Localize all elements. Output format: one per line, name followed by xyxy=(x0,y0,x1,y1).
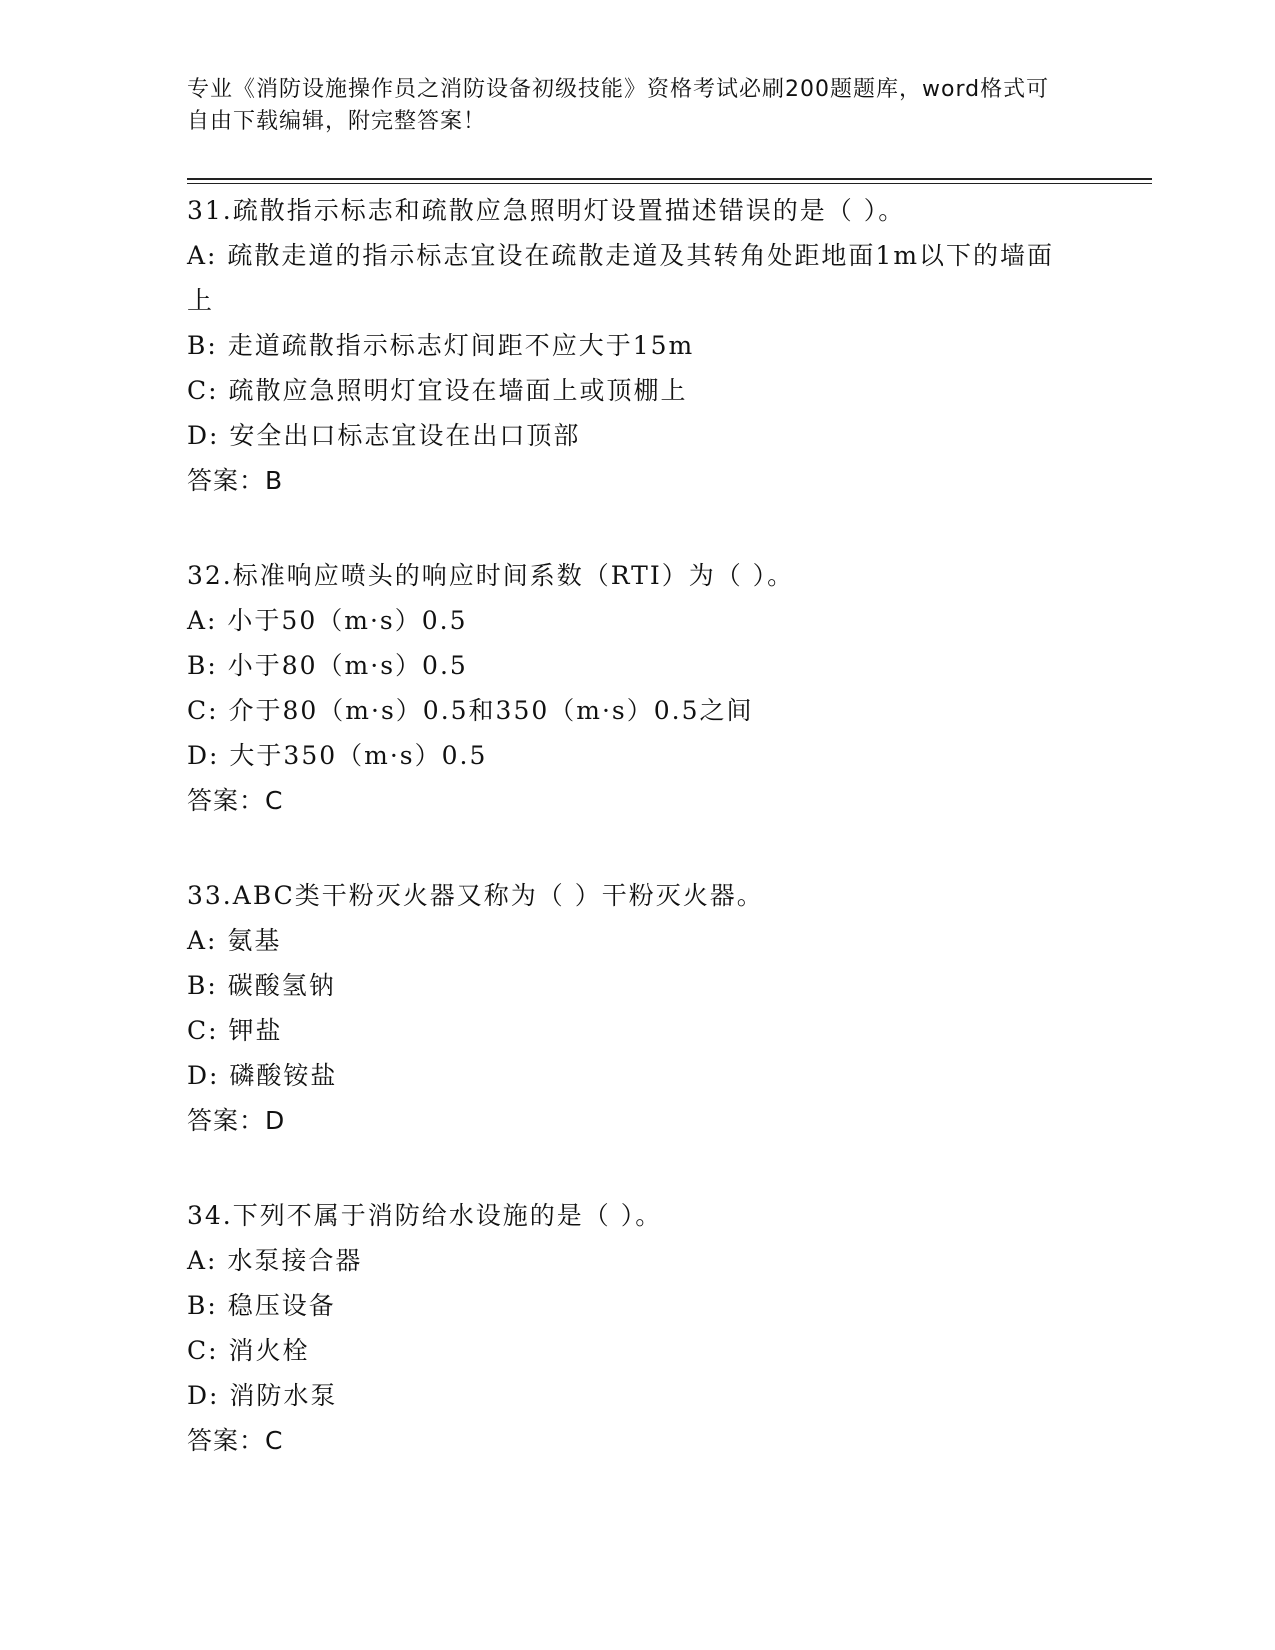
question-stem: 33.ABC类干粉灭火器又称为（ ）干粉灭火器。 xyxy=(187,881,764,910)
answer: 答案：D xyxy=(187,1106,286,1135)
answer: 答案：C xyxy=(187,786,284,815)
header-divider xyxy=(187,178,1152,180)
question-31 xyxy=(187,188,1087,503)
option-b: B: 碳酸氢钠 xyxy=(187,971,336,1000)
option-d: D: 大于350（m·s）0.5 xyxy=(187,741,488,770)
option-d: D: 消防水泵 xyxy=(187,1381,338,1410)
option-a: A: 氨基 xyxy=(187,926,282,955)
question-33 xyxy=(187,873,1087,1143)
question-stem: 34.下列不属于消防给水设施的是（ ）。 xyxy=(187,1201,663,1230)
question-32 xyxy=(187,553,1087,823)
question-34 xyxy=(187,1193,1087,1463)
option-b: B: 小于80（m·s）0.5 xyxy=(187,651,468,680)
option-d: D: 磷酸铵盐 xyxy=(187,1061,338,1090)
option-c: C: 介于80（m·s）0.5和350（m·s）0.5之间 xyxy=(187,696,754,725)
option-c: C: 消火栓 xyxy=(187,1336,310,1365)
option-a: A: 小于50（m·s）0.5 xyxy=(187,606,468,635)
option-a: A: 水泵接合器 xyxy=(187,1246,363,1275)
option-d: D: 安全出口标志宜设在出口顶部 xyxy=(187,421,581,450)
question-stem: 31.疏散指示标志和疏散应急照明灯设置描述错误的是（ ）。 xyxy=(187,196,906,225)
option-c: C: 疏散应急照明灯宜设在墙面上或顶棚上 xyxy=(187,376,688,405)
document-header: 专业《消防设施操作员之消防设备初级技能》资格考试必刷200题题库，word格式可自由下载编辑，附完整答案！ xyxy=(187,77,1050,134)
option-b: B: 稳压设备 xyxy=(187,1291,336,1320)
header-divider-thin xyxy=(187,183,1152,184)
answer: 答案：C xyxy=(187,1426,284,1455)
answer: 答案：B xyxy=(187,466,284,495)
option-c: C: 钾盐 xyxy=(187,1016,283,1045)
option-b: B: 走道疏散指示标志灯间距不应大于15m xyxy=(187,331,695,360)
option-a: A: 疏散走道的指示标志宜设在疏散走道及其转角处距地面1m以下的墙面上 xyxy=(187,241,1055,315)
question-stem: 32.标准响应喷头的响应时间系数（RTI）为（ ）。 xyxy=(187,561,795,590)
